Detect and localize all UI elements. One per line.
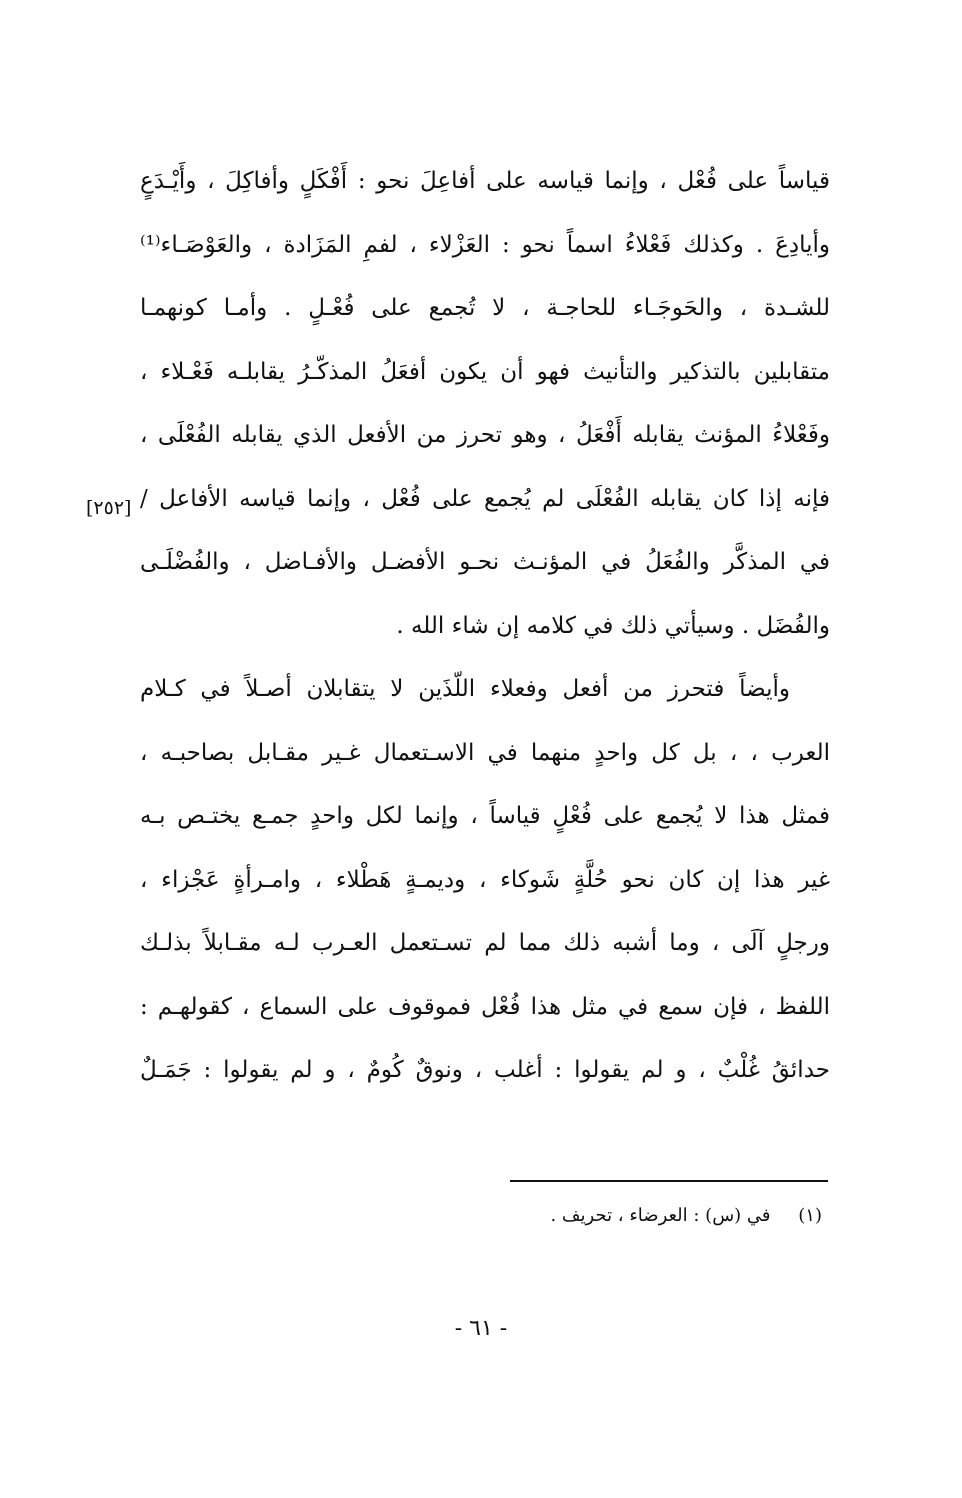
text-line: في المذكَّر والفُعَلُ في المؤنـث نحـو الأفضـل والأفـاضل ، والفُضْلَـى [140, 549, 830, 575]
text-line: للشـدة ، والحَوجَـاء للحاجـة ، لا تُجمع على فُعْـلٍ . وأمـا كونهمـا [140, 295, 830, 321]
text-line: والفُضَل . وسيأتي ذلك في كلامه إن شاء الله . [396, 612, 830, 639]
text-line: حدائقُ غُلْبٌ ، و لم يقولوا : أغلب ، ونوقٌ كُومٌ ، و لم يقولوا : جَمَـلٌ [140, 1057, 830, 1083]
text-line: متقابلين بالتذكير والتأنيث فهو أن يكون أفعَلُ المذكّـرُ يقابلـه فَعْـلاء ، [140, 358, 830, 385]
main-text [140, 150, 830, 1103]
text-line: فإنه إذا كان يقابله الفُعْلَى لم يُجمع على فُعْل ، وإنما قياسه الأفاعل / [140, 485, 830, 512]
page-number: - ٦١ - [454, 1316, 508, 1341]
text-line: وفَعْلاءُ المؤنث يقابله أَفْعَلُ ، وهو تحرز من الأفعل الذي يقابله الفُعْلَى ، [140, 422, 830, 448]
footnote [550, 1205, 822, 1226]
text-line: ورجلٍ آلَى ، وما أشبه ذلك مما لم تسـتعمل العـرب لـه مقـابلاً بذلـك [140, 930, 830, 956]
manuscript-folio-reference: [٢٥٢] [86, 497, 132, 519]
text-line: العرب ، ، بل كل واحدٍ منهما في الاسـتعمال غـير مقـابل بصاحبـه ، [140, 739, 830, 766]
text-line: قياساً على فُعْل ، وإنما قياسه على أفاعِلَ نحو : أَفْكَلٍ وأفاكِلَ ، وأَيْـدَعٍ [140, 168, 830, 194]
footnote-divider [510, 1180, 828, 1182]
paragraph-start-line: وأيضاً فتحرز من أفعل وفعلاء اللّذَين لا يتقابلان أصـلاً في كـلام [140, 676, 790, 702]
footnote-number: (١) [798, 1205, 822, 1226]
text-line: وأيادِعَ . وكذلك فَعْلاءُ اسماً نحو : العَزْلاء ، لفمِ المَزَادة ، والعَوْصَـاء⁽¹⁾ [140, 231, 830, 258]
footnote-text: في (س) : العرضاء ، تحريف . [550, 1205, 771, 1226]
text-line: فمثل هذا لا يُجمع على فُعْلٍ قياساً ، وإنما لكل واحدٍ جمـع يختـص بـه [140, 803, 830, 829]
text-line: غير هذا إن كان نحو حُلَّةٍ شَوكاء ، وديمـةٍ هَطْلاء ، وامـرأةٍ عَجْزاء ، [140, 866, 830, 893]
text-line: اللفظ ، فإن سمع في مثل هذا فُعْل فموقوف على السماع ، كقولهـم : [140, 993, 830, 1020]
